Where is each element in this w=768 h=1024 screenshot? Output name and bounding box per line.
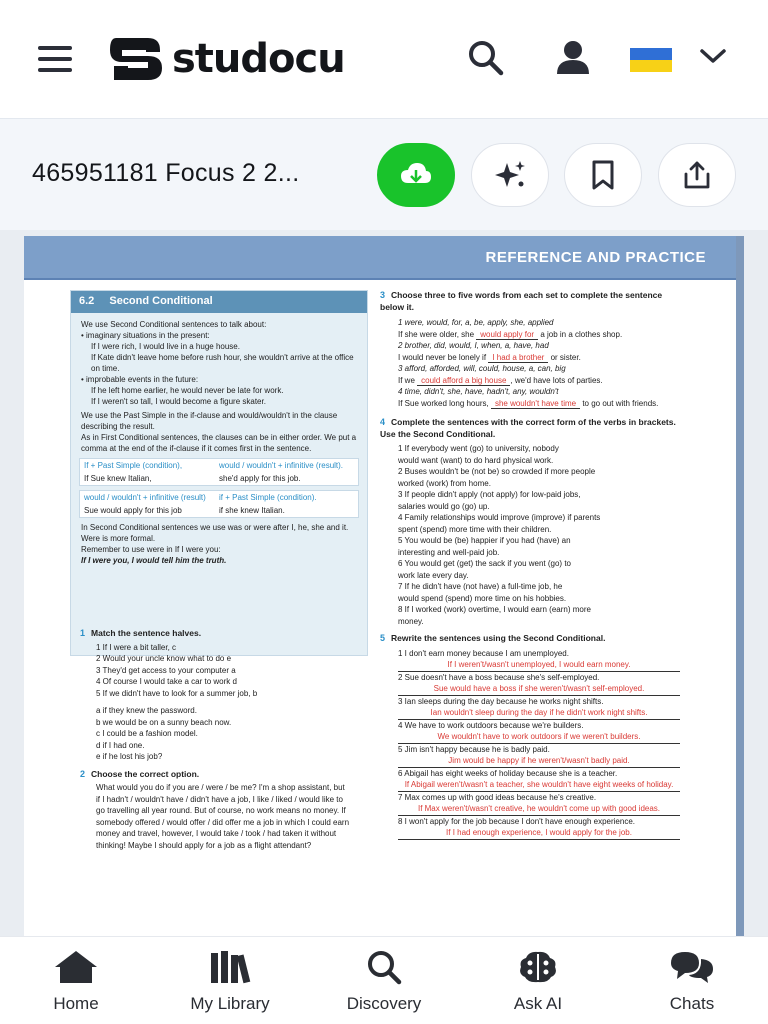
grammar-paragraph: Remember to use were in If I were you: [81,545,221,554]
list-item: a if they knew the password. [96,706,197,715]
table-cell: Sue would apply for this job [84,506,182,515]
sentence-text: If Sue worked long hours, [398,398,489,408]
table-cell: if she knew Italian. [219,506,285,515]
list-item: interesting and well-paid job. [398,547,500,557]
exercise-heading: Match the sentence halves. [91,628,202,638]
nav-my-library[interactable] [170,949,290,1014]
exercise-number: 5 [380,633,386,643]
grammar-number: 6.2 [79,295,95,307]
sentence-text: If she were older, she [398,329,475,339]
answer: Sue would have a boss if she weren't/wasn't self-employed. [398,683,680,696]
library-icon [207,949,253,985]
search-icon[interactable] [466,38,506,83]
list-item: 4 Family relationships would improve (improve) if parents [398,513,601,522]
exercise-heading: Choose the correct option. [91,768,200,779]
list-item: 2 Buses wouldn't be (not be) so crowded if more people [398,467,596,476]
word-set: 4 time, didn't, she, have, hadn't, any, wouldn't [398,387,559,396]
grammar-title: Second Conditional [109,295,213,307]
list-item: 4 Of course I would take a car to work d [96,677,237,686]
nav-label: Chats [669,994,715,1013]
document-page [24,236,744,936]
answer: she wouldn't have time [491,399,580,409]
exercise-2-text: What would you do if you are / were / be me? I'm a shop assistant, but if I hadn't / wouldn't have / didn't have a job, I like / liked / would like to go travelling all year round. But of course, no work means no money. If somebody offered / would offer / did offer me a job in which I could earn money and travel, however, I would take / took / had taken it without thinking! Maybe I should apply for a job as a flight attendant? [96,783,350,850]
sentence-text: to go out with friends. [582,398,659,408]
hamburger-menu-icon[interactable] [38,46,72,72]
word-set: 2 brother, did, would, I, when, a, have, had [398,341,549,350]
list-item: 5 Jim isn't happy because he is badly paid. [398,744,550,754]
list-item: 1 If everybody went (go) to university, nobody [398,444,559,453]
chevron-down-icon[interactable] [698,46,728,71]
list-item: e if he lost his job? [96,752,163,761]
grammar-paragraph: We use the Past Simple in the if-clause and would/wouldn't in the clause describing the result. [81,411,338,431]
list-item: 3 Ian sleeps during the day because he works night shifts. [398,696,604,706]
answer: If Abigail weren't/wasn't a teacher, she wouldn't have eight weeks of holiday. [398,779,680,792]
nav-label: Ask AI [513,994,563,1013]
word-set: 1 were, would, for, a, be, apply, she, applied [398,318,554,327]
list-item: 7 Max comes up with good ideas because he's creative. [398,792,597,802]
answer: We wouldn't have to work outdoors if we weren't builders. [398,731,680,744]
studocu-logo-icon [108,34,166,84]
list-item: would spend (spend) more time on his hobbies. [398,593,567,603]
chat-icon [667,949,717,985]
grammar-paragraph: As in First Conditional sentences, the clauses can be in either order. We put a comma at the end of the if-clause if it comes first in the sentence. [81,433,357,453]
list-item: b we would be on a sunny beach now. [96,717,232,727]
grammar-box-header [71,291,367,313]
exercise-heading: Complete the sentences with the correct form of the verbs in brackets. Use the Second Conditional. [380,417,676,439]
grammar-example: If he left home earlier, he would never be late for work. [91,386,284,395]
brand-name: studocu [172,36,345,82]
answer: could afford a big house [417,376,510,386]
answer: If I weren't/wasn't unemployed, I would earn money. [398,659,680,672]
grammar-intro: We use Second Conditional sentences to talk about: [81,320,267,329]
list-item: 6 You would get (get) the sack if you went (go) to [398,559,571,568]
list-item: 2 Would your uncle know what to do e [96,654,232,663]
document-title-bar [0,118,768,230]
exercise-number: 1 [80,628,86,638]
list-item: spent (spend) more time with their children. [398,524,552,534]
answer: I had a brother [488,353,548,363]
exercise-heading: Choose three to five words from each set to complete the sentence below it. [380,290,663,312]
answer: Jim would be happy if he weren't/wasn't badly paid. [398,755,680,768]
grammar-example: If I were rich, I would live in a huge house. [91,342,240,351]
list-item: 3 If people didn't apply (not apply) for low-paid jobs, [398,490,581,499]
document-title: 465951181 Focus 2 2... [32,159,300,187]
bookmark-icon [591,160,615,190]
studocu-logo[interactable] [108,34,345,84]
nav-home[interactable] [16,949,136,1014]
sentence-text: I would never be lonely if [398,352,487,362]
table-cell: would / wouldn't + infinitive (result). [219,461,344,470]
list-item: 3 They'd get access to your computer a [96,665,236,675]
home-icon [53,949,99,985]
grammar-example: If Kate didn't leave home before rush hour, she wouldn't arrive at the office on time. [91,353,354,373]
download-button[interactable] [377,143,455,207]
list-item: 1 I don't earn money because I am unemployed. [398,648,569,658]
list-item: 5 If we didn't have to look for a summer job, b [96,688,258,698]
search-icon [361,949,407,985]
user-icon[interactable] [553,38,593,83]
sentence-text: a job in a clothes shop. [540,329,623,339]
top-header [0,0,768,118]
word-set: 3 afford, afforded, will, could, house, a, can, big [398,364,566,373]
list-item: 2 Sue doesn't have a boss because she's self-employed. [398,672,600,682]
grammar-example: If I were you, I would tell him the truth. [81,556,227,565]
sentence-text: or sister. [550,352,581,362]
nav-discovery[interactable] [324,949,444,1014]
list-item: 5 You would be (be) happier if you had (have) an [398,536,571,545]
exercise-number: 4 [380,417,386,427]
nav-label: My Library [190,994,270,1013]
exercise-1 [80,628,350,851]
nav-label: Home [53,994,99,1013]
grammar-table-1 [79,458,359,486]
exercise-3 [380,290,680,840]
list-item: would want (want) to do hard physical work. [398,455,554,465]
table-cell: would / wouldn't + infinitive (result) [84,493,206,502]
list-item: salaries would go (go) up. [398,501,490,511]
exercise-number: 3 [380,290,386,300]
exercise-heading: Rewrite the sentences using the Second Conditional. [391,633,606,643]
table-cell: if + Past Simple (condition). [219,493,317,502]
nav-ask-ai[interactable] [478,949,598,1014]
answer: would apply for [476,330,538,340]
list-item: work late every day. [398,570,469,580]
grammar-paragraph: In Second Conditional sentences we use was or were after I, he, she and it. Were is more formal. [81,523,349,543]
bookmark-button[interactable] [564,143,642,207]
list-item: worked (work) from home. [398,478,491,488]
grammar-bullet-2: • improbable events in the future: [81,375,199,384]
list-item: 7 If he didn't have (not have) a full-time job, he [398,582,563,591]
nav-chats[interactable] [632,949,752,1014]
page-right-border [736,236,744,936]
list-item: 1 If I were a bit taller, c [96,642,177,652]
nav-label: Discovery [346,994,422,1013]
banner-title: REFERENCE AND PRACTICE [485,249,706,266]
grammar-bullet-1: • imaginary situations in the present: [81,331,210,340]
bottom-navigation [0,936,768,1024]
page-content [24,236,736,936]
table-cell: she'd apply for this job. [219,474,301,483]
ask-ai-button[interactable] [471,143,549,207]
answer: Ian wouldn't sleep during the day if he didn't work night shifts. [398,707,680,720]
list-item: 4 We have to work outdoors because we're builders. [398,720,584,730]
list-item: d if I had one. [96,740,145,750]
answer: If Max weren't/wasn't creative, he wouldn't come up with good ideas. [398,803,680,816]
grammar-box [70,290,368,656]
share-icon [682,160,712,190]
sparkles-icon [493,159,527,191]
list-item: money. [398,616,424,626]
grammar-example: If I weren't so tall, I would become a figure skater. [91,397,266,406]
list-item: 8 If I worked (work) overtime, I would earn (earn) more [398,605,591,614]
exercise-number: 2 [80,768,86,779]
sentence-text: , we'd have lots of parties. [510,375,603,385]
language-flag-icon[interactable] [630,48,672,72]
document-viewer[interactable] [0,230,768,936]
share-button[interactable] [658,143,736,207]
table-cell: If Sue knew Italian, [84,474,152,483]
grammar-table-2 [79,490,359,518]
list-item: 8 I won't apply for the job because I don't have enough experience. [398,816,635,826]
table-cell: If + Past Simple (condition), [84,461,183,470]
answer: If I had enough experience, I would apply for the job. [398,827,680,840]
page-banner [24,236,736,280]
list-item: c I could be a fashion model. [96,729,198,738]
brain-icon [515,949,561,985]
list-item: 6 Abigail has eight weeks of holiday because she is a teacher. [398,768,618,778]
cloud-download-icon [399,161,433,189]
sentence-text: If we [398,375,415,385]
